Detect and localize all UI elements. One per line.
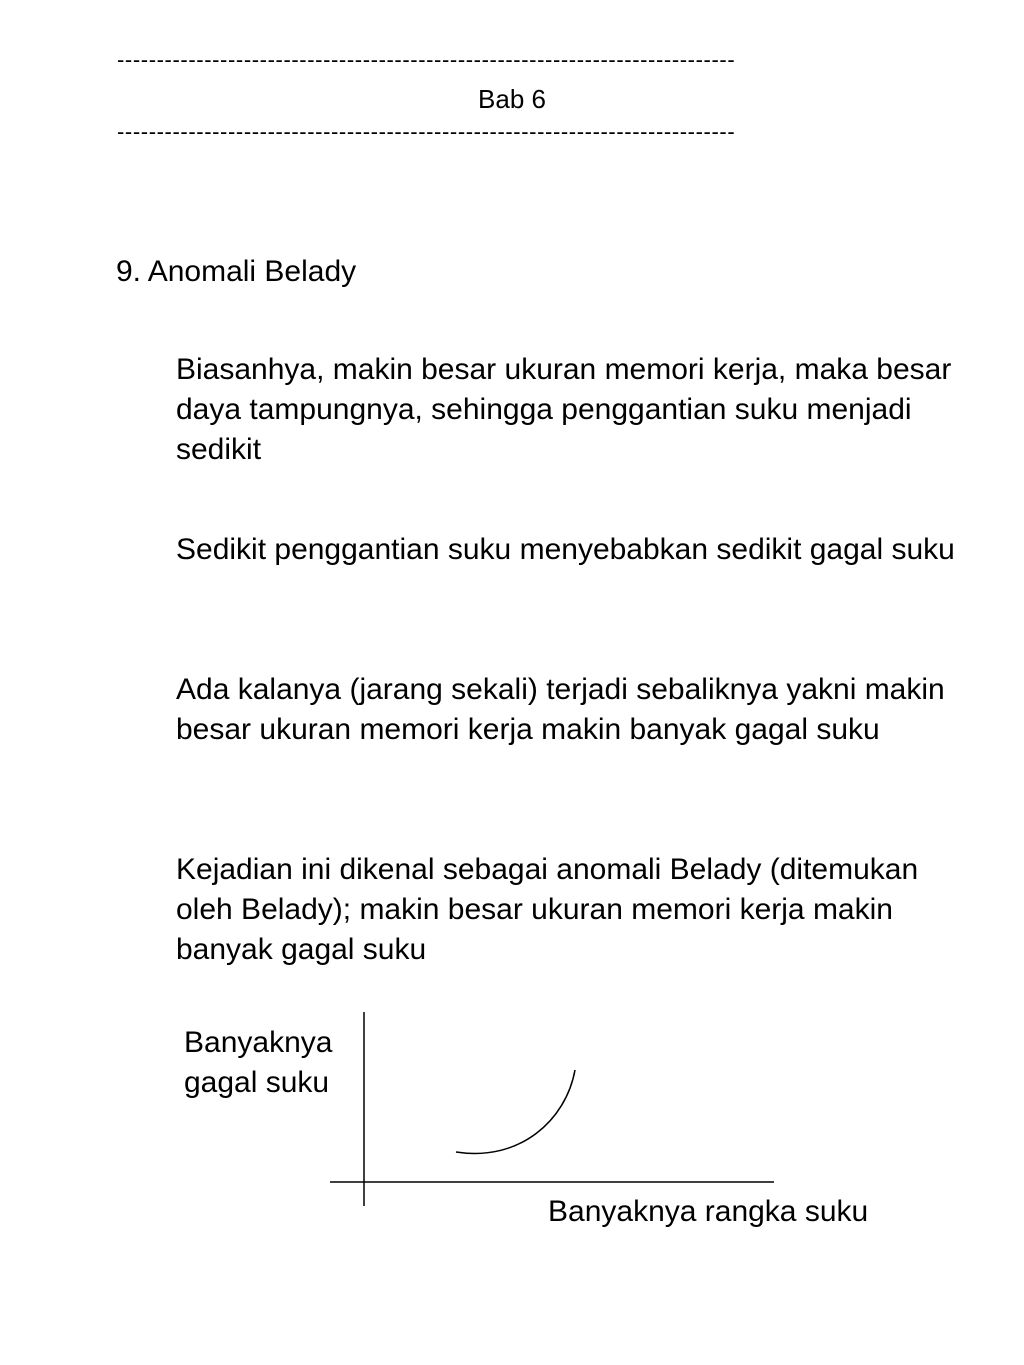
paragraph-4: Kejadian ini dikenal sebagai anomali Belady (ditemukan oleh Belady); makin besar ukuran memori kerja makin banyak gagal suku xyxy=(176,853,919,966)
paragraph-1: Biasanhya, makin besar ukuran memori kerja, maka besar daya tampungnya, sehingga penggantian suku menjadi sedikit xyxy=(176,353,952,466)
section-heading: 9. Anomali Belady xyxy=(116,255,357,288)
graph-x-axis-label: Banyaknya rangka suku xyxy=(548,1195,869,1228)
graph-curve xyxy=(456,1070,575,1153)
graph-y-axis-label: Banyaknya gagal suku xyxy=(184,1026,333,1099)
header-rule-bottom: ------------------------------------------------------------------------------ xyxy=(117,119,736,144)
header-rule-top: ------------------------------------------------------------------------------ xyxy=(117,47,736,72)
chapter-title: Bab 6 xyxy=(478,84,546,114)
paragraph-3: Ada kalanya (jarang sekali) terjadi sebaliknya yakni makin besar ukuran memori kerja makin banyak gagal suku xyxy=(176,673,945,746)
paragraph-2: Sedikit penggantian suku menyebabkan sedikit gagal suku xyxy=(176,533,955,566)
